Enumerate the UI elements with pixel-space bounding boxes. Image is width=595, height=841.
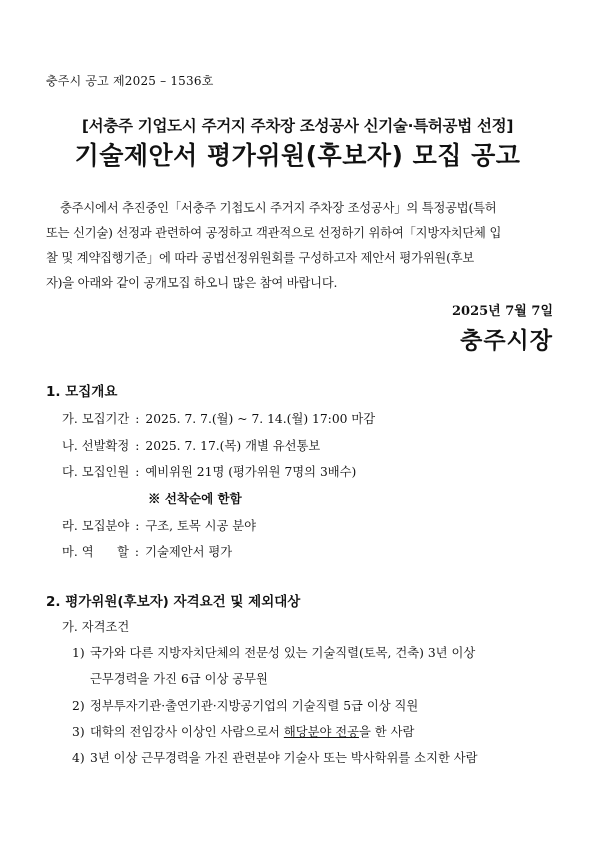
overview-row-period (62, 409, 375, 427)
row-separator: : (135, 412, 140, 426)
overview-row-selection (62, 436, 320, 454)
row-key: 가. 모집기간 (62, 412, 130, 426)
row-value: 기술제안서 평가 (145, 545, 233, 559)
row-key: 다. 모집인원 (62, 465, 130, 479)
qualification-item (72, 722, 414, 740)
row-value: 2025. 7. 7.(월) ~ 7. 14.(월) 17:00 마감 (145, 412, 376, 426)
notice-project-title: [서충주 기업도시 주거지 주차장 조성공사 신기술·특허공법 선정] (81, 117, 514, 135)
item-text: 3년 이상 근무경력을 가진 관련분야 기술사 또는 박사학위를 소지한 사람 (90, 751, 478, 765)
section1-heading: 1. 모집개요 (46, 384, 118, 400)
qualification-item-continued: 근무경력을 가진 6급 이상 공무원 (90, 672, 268, 686)
qualification-item (72, 643, 475, 661)
row-separator: : (134, 545, 140, 559)
qualification-item (72, 748, 478, 766)
qualification-item (72, 696, 418, 714)
item-text-underlined: 해당분야 전공 (283, 725, 360, 739)
overview-row-field (62, 516, 256, 534)
overview-row-headcount (62, 462, 356, 480)
intro-paragraph (46, 196, 554, 296)
item-number: 2) (72, 699, 85, 713)
first-come-note: ※ 선착순에 한함 (148, 491, 242, 506)
row-value: 예비위원 21명 (평가위원 7명의 3배수) (145, 465, 357, 479)
row-key: 나. 선발확정 (62, 439, 130, 453)
notice-main-title: 기술제안서 평가위원(후보자) 모집 공고 (74, 141, 521, 170)
notice-date: 2025년 7월 7일 (452, 304, 553, 319)
intro-line: 찰 및 계약집행기준」에 따라 공법선정위원회를 구성하고자 제안서 평가위원(후보 (46, 251, 475, 265)
item-text: 정부투자기관·출연기관·지방공기업의 기술직렬 5급 이상 직원 (90, 699, 419, 713)
section2-heading: 2. 평가위원(후보자) 자격요건 및 제외대상 (46, 594, 301, 610)
row-key: 라. 모집분야 (62, 519, 130, 533)
item-number: 3) (72, 725, 85, 739)
overview-row-role (62, 542, 232, 560)
row-separator: : (135, 439, 140, 453)
notice-reference-number: 충주시 공고 제2025 – 1536호 (46, 74, 214, 88)
item-number: 4) (72, 751, 85, 765)
row-key: 마. 역 할 (62, 545, 129, 559)
intro-line: 충주시에서 추진중인「서충주 기첩도시 주거지 주차장 조성공사」의 특정공법(특허 (60, 201, 497, 215)
item-text: 을 한 사람 (359, 725, 415, 739)
row-value: 구조, 토목 시공 분야 (145, 519, 257, 533)
row-value: 2025. 7. 17.(목) 개별 유선통보 (145, 439, 321, 453)
item-text: 국가와 다른 지방자치단체의 전문성 있는 기술직렬(토목, 건축) 3년 이상 (90, 646, 476, 660)
intro-line: 자)을 아래와 같이 공개모집 하오니 많은 참여 바랍니다. (46, 276, 338, 290)
item-text: 대학의 전임강사 이상인 사람으로서 (90, 725, 284, 739)
item-number: 1) (72, 646, 85, 660)
notice-issuer: 충주시장 (460, 328, 553, 354)
intro-line: 또는 신기술) 선정과 관련하여 공정하고 객관적으로 선정하기 위하여「지방자치단체 입 (46, 226, 502, 240)
qualification-subheading: 가. 자격조건 (62, 620, 130, 634)
row-separator: : (135, 519, 140, 533)
row-separator: : (135, 465, 140, 479)
